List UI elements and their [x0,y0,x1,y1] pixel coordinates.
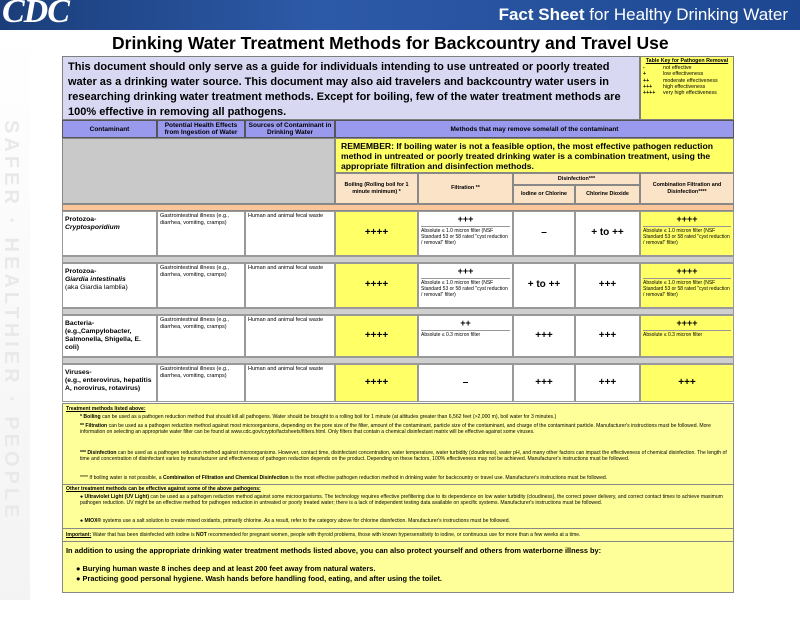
table-row-chlorine-dioxide: +++ [575,263,640,308]
key-row: + low effectiveness [643,71,704,78]
table-row-boiling: ++++ [335,364,418,402]
notes-divider [63,541,733,542]
note-filtration: ** Filtration can be used as a pathogen reduction method against most microorganisms, depending on the pore size of the filter, amount of the contaminant, particle size of the contaminant, and charge of the contaminant particle. Manufacturer's instructions must be followed. More information on selecting an appropriate water filter can be found at www.cdc.gov/crypto/factsheets/filters.html. Only filters that contain a chemical disinfectant matrix will be effective against some viruses. [80,423,711,436]
table-row-boiling: ++++ [335,211,418,256]
key-row: ++++ very high effectiveness [643,90,717,97]
subheader-combination: Combination Filtration and Disinfection**** [640,173,734,204]
header-band [0,0,800,30]
note-bullet: ● Burying human waste 8 inches deep and at least 200 feet away from natural waters. [76,564,376,573]
col-header-contaminant: Contaminant [62,120,157,138]
note-boiling: * Boiling can be used as a pathogen reduction method that should kill all pathogens. Water should be brought to a rolling boil for 1 minute (at altitudes greater than 6,562 feet (>2,000 m), boil water for 3 minutes.) [80,414,557,420]
table-row-sources: Human and animal fecal waste [245,364,335,402]
table-row-combination: ++++ Absolute ≤ 1.0 micron filter (NSF Standard 53 or 58 rated "cyst reduction / removal" filter) [640,211,734,256]
table-row-filtration: +++ Absolute ≤ 1.0 micron filter (NSF Standard 53 or 58 rated "cyst reduction / removal" filter) [418,211,513,256]
note-bullet: ● Practicing good personal hygiene. Wash hands before handling food, eating, and after using the toilet. [76,574,442,583]
table-row-contaminant: Bacteria- (e.g.,Campylobacter, Salmonella, Shigella, E. coli) [62,315,157,357]
row-separator [62,256,734,263]
notes-other-heading: Other treatment methods can be effective against some of the above pathogens: [66,486,261,492]
note-disinfection: *** Disinfection can be used as a pathogen reduction method against microorganisms. However, contact time, disinfectant concentration, water temperature, water turbidity (cloudiness), water pH, and many other factors can impact the effectiveness of chemical disinfection. The length of time and concentration of disinfectant varies by manufacturer and effectiveness of pathogen reduction depends on the product. Depending on these factors, 100% effectiveness may not be achieved. Manufacturer's instructions must be followed. [80,450,727,463]
gray-filler [62,138,335,204]
cdc-logo[interactable]: CDC [2,0,69,30]
subheader-disinfection: Disinfection*** [513,173,640,185]
side-watermark-bar [0,30,30,600]
remember-note: REMEMBER: If boiling water is not a feasible option, the most effective pathogen reduction method in untreated or poorly treated drinking water is a combination treatment, using the appropriate filtration and disinfection methods. [335,138,734,173]
page-title: Drinking Water Treatment Methods for Backcountry and Travel Use [112,33,669,53]
col-header-methods: Methods that may remove some/all of the contaminant [335,120,734,138]
table-row-iodine: – [513,211,575,256]
table-row-effects: Gastrointestinal illness (e.g., diarrhea, vomiting, cramps) [157,364,245,402]
table-key-title: Table Key for Pathogen Removal [645,58,729,64]
key-row: +++ high effectiveness [643,83,706,90]
table-row-chlorine-dioxide: +++ [575,364,640,402]
fact-sheet-title: Fact Sheet for Healthy Drinking Water [498,5,788,24]
table-row-filtration: – [418,364,513,402]
notes-listed-heading: Treatment methods listed above: [66,406,146,412]
table-row-chlorine-dioxide: +++ [575,315,640,357]
table-row-sources: Human and animal fecal waste [245,211,335,256]
side-watermark-text: SAFER · HEALTHIER · PEOPLE [0,120,22,522]
table-row-combination: ++++ Absolute ≤ 0.3 micron filter [640,315,734,357]
note-miox: ● MIOX® systems use a salt solution to create mixed oxidants, primarily chlorine. As a result, refer to the category above for chlorine disinfection. Manufacturer's instructions must be followed. [80,518,510,524]
notes-section [62,403,734,593]
table-row-effects: Gastrointestinal illness (e.g., diarrhea, vomiting, cramps) [157,263,245,308]
table-row-chlorine-dioxide: + to ++ [575,211,640,256]
subheader-boiling: Boiling (Rolling boil for 1 minute minimum) * [335,173,418,204]
table-row-combination: ++++ Absolute ≤ 1.0 micron filter (NSF Standard 53 or 58 rated "cyst reduction / removal" filter) [640,263,734,308]
table-key [640,56,734,120]
subheader-iodine: Iodine or Chlorine [513,185,575,204]
row-separator [62,357,734,364]
table-row-contaminant: Protozoa- Cryptosporidium [62,211,157,256]
table-row-iodine: +++ [513,364,575,402]
table-row-combination: +++ [640,364,734,402]
table-row-effects: Gastrointestinal illness (e.g., diarrhea, vomiting, cramps) [157,211,245,256]
note-addition: In addition to using the appropriate drinking water treatment methods listed above, you can also protect yourself and others from waterborne illness by: [66,546,602,555]
table-row-contaminant: Viruses- (e.g., enterovirus, hepatitis A, norovirus, rotavirus) [62,364,157,402]
notes-divider [63,528,733,529]
col-header-effects: Potential Health Effects from Ingestion of Water [157,120,245,138]
row-separator [62,308,734,315]
intro-text: This document should only serve as a guide for individuals intending to use untreated or poorly treated water as a drinking water source. This document may also aid travelers and backcountry water users in researching drinking water treatment methods. Except for boiling, few of the water treatment methods are 100% effective in removing all pathogens. [62,56,640,120]
table-row-sources: Human and animal fecal waste [245,263,335,308]
peach-separator [62,204,734,211]
note-uv: ● Ultraviolet Light (UV Light) can be used as a pathogen reduction method against some microorganisms. The technology requires effective prefiltering due to its dependence on low water turbidity (cloudiness), the correct power delivery, and correct contact times to achieve maximum pathogen reduction. UV might be an effective method for pathogen reduction in untreated or poorly treated water; there is a lack of independent testing data available on specific systems. Manufacturer's instructions must be followed. [80,494,723,507]
table-row-iodine: + to ++ [513,263,575,308]
subheader-chlorine-dioxide: Chlorine Dioxide [575,185,640,204]
table-row-effects: Gastrointestinal illness (e.g., diarrhea, vomiting, cramps) [157,315,245,357]
table-row-contaminant: Protozoa- Giardia intestinalis (aka Giardia lamblia) [62,263,157,308]
subheader-filtration: Filtration ** [418,173,513,204]
table-row-sources: Human and animal fecal waste [245,315,335,357]
note-combination: **** If boiling water is not possible, a Combination of Filtration and Chemical Disinfection is the most effective pathogen reduction method in drinking water for backcountry or travel use. Manufacturer's instructions must be followed. [80,475,608,481]
table-row-filtration: +++ Absolute ≤ 1.0 micron filter (NSF Standard 53 or 58 rated "cyst reduction / removal" filter) [418,263,513,308]
note-important: Important: Water that has been disinfected with iodine is NOT recommended for pregnant women, people with thyroid problems, those with known hypersensitivity to iodine, or continuous use for more than a few weeks at a time. [66,532,581,538]
key-row: - not effective [643,65,692,72]
table-row-boiling: ++++ [335,315,418,357]
notes-divider [63,484,733,485]
table-row-iodine: +++ [513,315,575,357]
key-row: ++ moderate effectiveness [643,77,718,84]
table-row-filtration: ++ Absolute ≤ 0.3 micron filter [418,315,513,357]
col-header-sources: Sources of Contaminant in Drinking Water [245,120,335,138]
table-row-boiling: ++++ [335,263,418,308]
